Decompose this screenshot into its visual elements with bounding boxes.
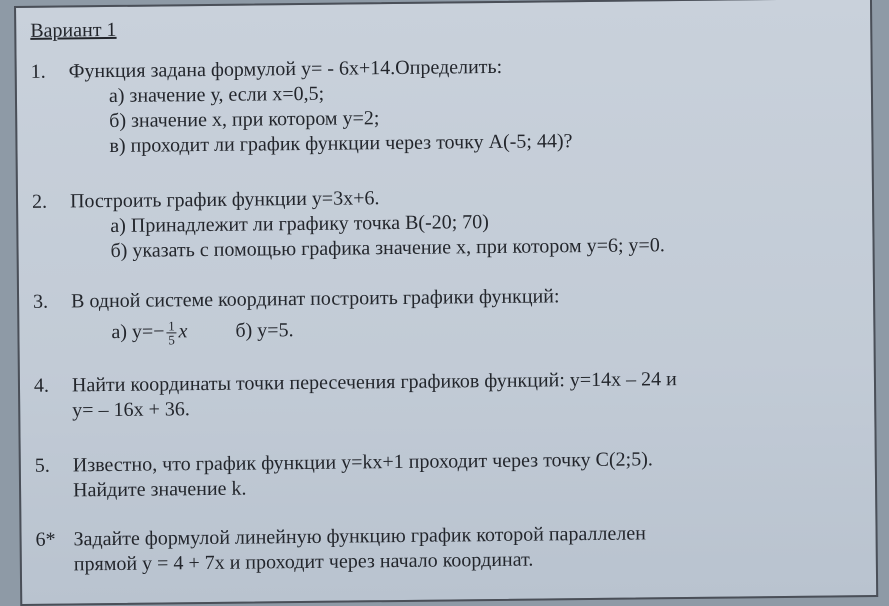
task-text: Функция задана формулой у= - 6х+14.Определить: (68, 55, 503, 83)
task-item: а) значение у, если х=0,5; (108, 82, 325, 108)
task-text: Построить график функции у=3х+6. (69, 187, 380, 213)
task-item-b: б) у=5. (235, 319, 294, 342)
task-text: Задайте формулой линейную функцию график которой параллелен (73, 522, 647, 551)
task-item-row (33, 315, 560, 348)
task-item-a: а) у=− (111, 320, 165, 344)
task-number: 2. (31, 190, 48, 213)
task-number: 1. (30, 60, 46, 83)
task-item: б) значение х, при котором у=2; (109, 107, 380, 133)
task-5 (35, 447, 654, 503)
worksheet (14, 0, 878, 606)
task-text: В одной системе координат построить графики функций: (70, 285, 560, 313)
task-continuation: прямой у = 4 + 7х и проходит через начало координат. (73, 548, 534, 576)
task-text: Известно, что график функции у=kх+1 проходит через точку С(2;5). (72, 448, 653, 477)
task-text: Найти координаты точки пересечения графиков функций: у=14х – 24 и (71, 368, 677, 397)
task-item: а) Принадлежит ли графику точка В(-20; 70) (110, 211, 490, 238)
variable-x: x (178, 320, 188, 343)
task-number: 3. (32, 290, 49, 313)
variant-title: Вариант 1 (30, 18, 117, 42)
task-number: 5. (34, 454, 50, 477)
task-1 (31, 54, 573, 160)
fraction-numerator: 1 (168, 318, 175, 334)
task-4 (34, 367, 677, 424)
task-continuation: у= – 16х + 36. (72, 398, 190, 422)
task-3 (33, 284, 560, 348)
task-item: б) указать с помощью графика значение х, при котором у=6; у=0. (110, 234, 665, 263)
task-continuation: Найдите значение k. (72, 477, 247, 502)
fraction-denominator: 5 (168, 332, 175, 348)
fraction (166, 319, 176, 346)
task-number: 4. (33, 374, 50, 397)
task-number: 6* (35, 528, 56, 551)
task-2 (32, 183, 665, 265)
task-item: в) проходит ли график функции через точку А(-5; 44)? (109, 130, 573, 158)
task-6 (35, 521, 646, 577)
